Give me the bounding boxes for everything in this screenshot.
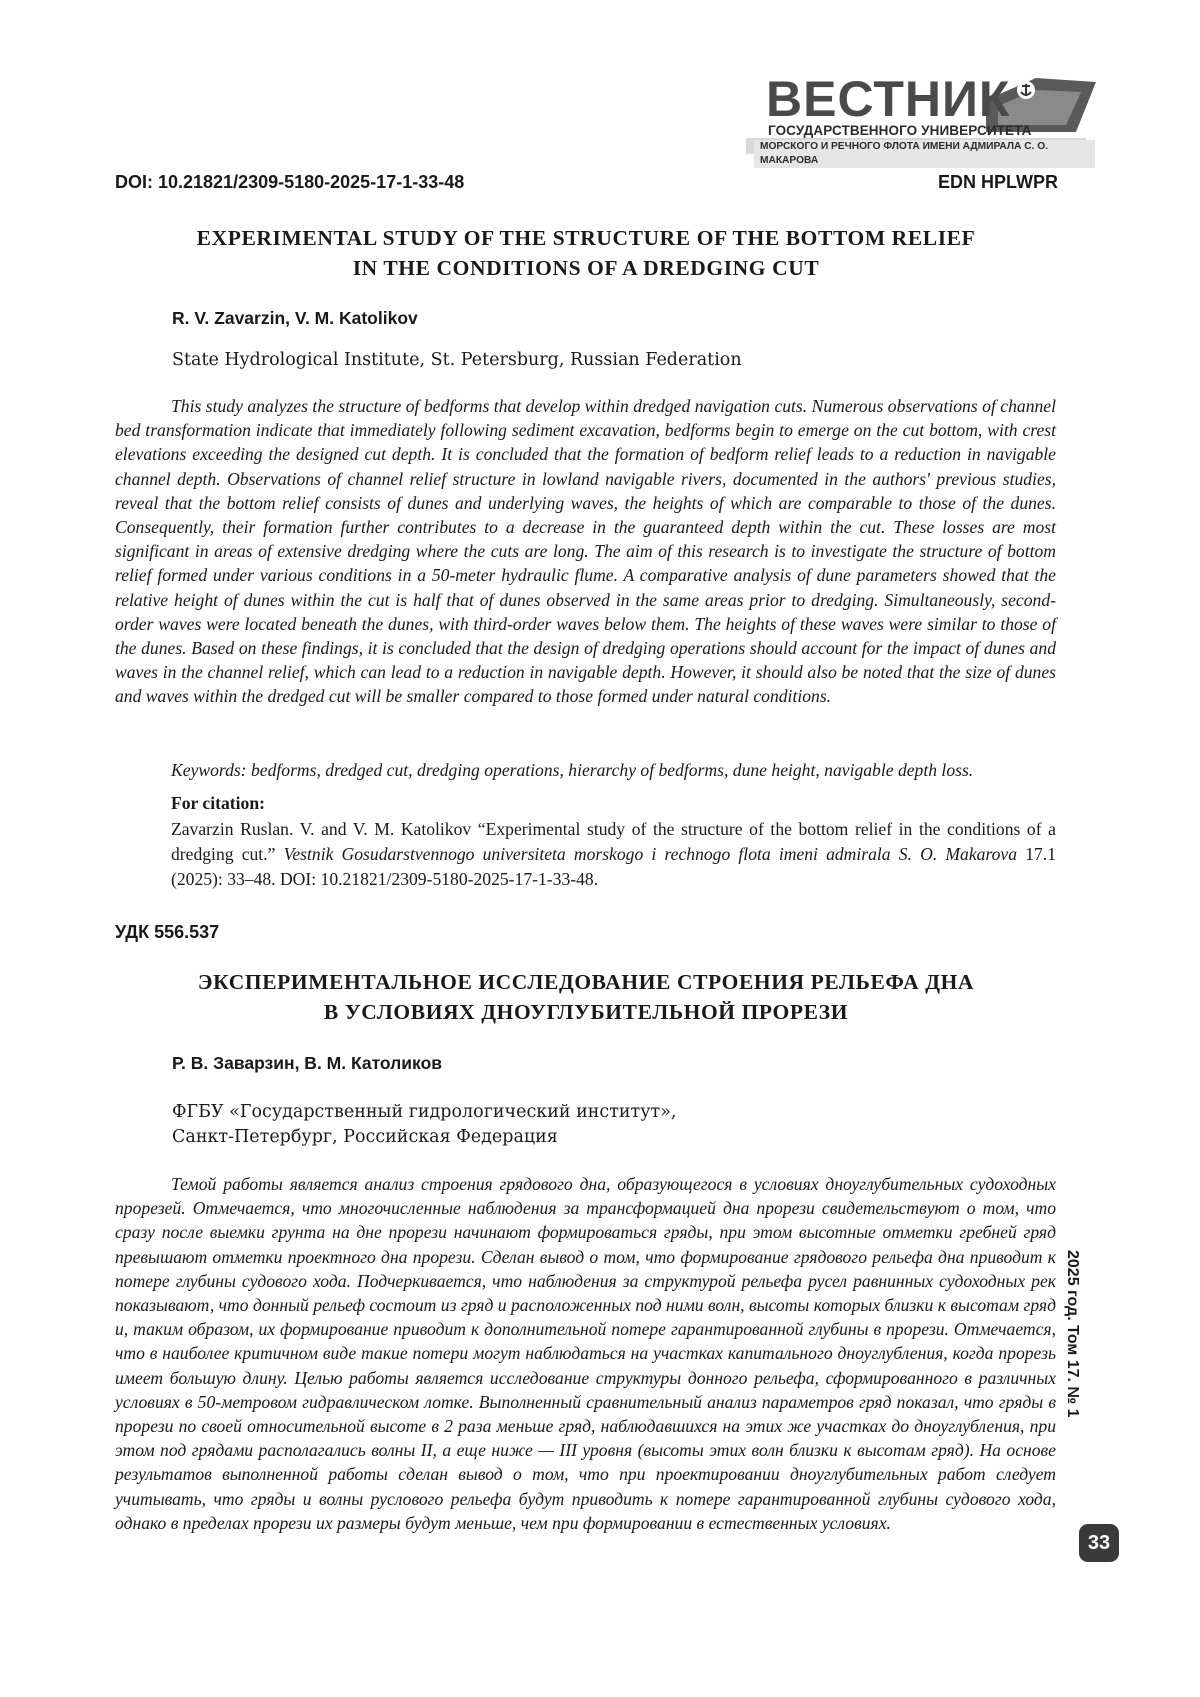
logo-subtitle-line2: МОРСКОГО И РЕЧНОГО ФЛОТА ИМЕНИ АДМИРАЛА С. О. МАКАРОВА <box>754 140 1095 168</box>
title-english-line1: EXPERIMENTAL STUDY OF THE STRUCTURE OF THE BOTTOM RELIEF <box>196 226 976 250</box>
journal-logo <box>736 70 1096 166</box>
keywords: Keywords: bedforms, dredged cut, dredging operations, hierarchy of bedforms, dune height, navigable depth loss. <box>171 760 974 780</box>
affiliation-russian <box>172 1100 676 1150</box>
citation-journal: Vestnik Gosudarstvennogo universiteta morskogo i rechnogo flota imeni admirala S. O. Makarova <box>283 844 1018 864</box>
title-russian-line1: ЭКСПЕРИМЕНТАЛЬНОЕ ИССЛЕДОВАНИЕ СТРОЕНИЯ РЕЛЬЕФА ДНА <box>197 970 975 994</box>
logo-subtitle-line1: ГОСУДАРСТВЕННОГО УНИВЕРСИТЕТА <box>768 123 1032 138</box>
citation-text <box>171 817 1056 892</box>
doi[interactable]: DOI: 10.21821/2309-5180-2025-17-1-33-48 <box>115 172 465 192</box>
affiliation-english: State Hydrological Institute, St. Petersburg, Russian Federation <box>172 350 742 370</box>
logo-title: ВЕСТНИК <box>766 71 1011 127</box>
citation-part1: Zavarzin Ruslan. V. and V. M. Katolikov “Experimental study of the structure of the bottom relief in the conditions of a dredging cut.” <box>171 819 1056 864</box>
affiliation-russian-line2: Санкт-Петербург, Российская Федерация <box>172 1127 558 1147</box>
title-russian <box>115 967 1057 1027</box>
citation-heading: For citation: <box>171 793 265 813</box>
abstract-russian: Темой работы является анализ строения грядового дна, образующегося в условиях дноуглубительных судоходных прорезей. Отмечается, что многочисленные наблюдения за трансформацией дна прорези свидетельствуют о том, что сразу после выемки грунта на дне прорези начинают формироваться гряды, при этом высотные отметки гребней гряд превышают отметки проектного дна прорези. Сделан вывод о том, что формирование грядового рельефа дна приводит к потере глубины судового хода. Подчеркивается, что наблюдения за структурой рельефа русел равнинных судоходных рек показывают, что донный рельеф состоит из гряд и расположенных под ними волн, высоты которых близки к высотам гряд и, таким образом, их формирование приводит к дополнительной потере гарантированной глубины в прорези. Отмечается, что в наиболее критичном виде такие потери могут наблюдаться на участках капитального дноуглубления, когда прорезь имеет большую длину. Целью работы является исследование структуры донного рельефа, сформированного в различных условиях в 50-метровом гидравлическом лотке. Выполненный сравнительный анализ параметров гряд показал, что гряды в прорези по своей относительной высоте в 2 раза меньше гряд, наблюдавшихся на этих же участках до дноуглубления, при этом под грядами располагались волны II, а еще ниже — III уровня (высоты этих волн близки к высотам гряд). На основе результатов выполненной работы сделан вывод о том, что при проектировании дноуглубительных работ следует учитывать, что гряды и волны руслового рельефа будут приводить к потере гарантированной глубины судового хода, однако в пределах прорези их размеры будут меньше, чем при формировании в естественных условиях. <box>115 1174 1056 1533</box>
abstract-english: This study analyzes the structure of bedforms that develop within dredged navigation cuts. Numerous observations of channel bed transformation indicate that immediately following sediment excavation, bedforms begin to emerge on the cut bottom, with crest elevations exceeding the designed cut depth. It is concluded that the formation of bedform relief leads to a reduction in navigable channel depth. Observations of channel relief structure in lowland navigable rivers, documented in the authors' previous studies, reveal that the bottom relief consists of dunes and underlying waves, the heights of which are comparable to those of the dunes. Consequently, their formation further contributes to a decrease in the guaranteed depth within the cut. These losses are most significant in areas of extensive dredging where the cuts are long. The aim of this research is to investigate the structure of bottom relief formed under various conditions in a 50-meter hydraulic flume. A comparative analysis of dune parameters showed that the relative height of dunes within the cut is half that of dunes observed in the same areas prior to dredging. Simultaneously, second-order waves were located beneath the dunes, with third-order waves below them. The heights of these waves were similar to those of the dunes. Based on these findings, it is concluded that the design of dredging operations should account for the impact of dunes and waves in the channel relief, which can lead to a reduction in navigable depth. However, it should also be noted that the size of dunes and waves within the dredged cut will be smaller compared to those formed under natural conditions. <box>115 396 1056 707</box>
page-number-badge: 33 <box>1079 1524 1119 1562</box>
title-russian-line2: В УСЛОВИЯХ ДНОУГЛУБИТЕЛЬНОЙ ПРОРЕЗИ <box>323 1000 849 1024</box>
side-running-header: 2025 год. Том 17. № 1 <box>1064 1250 1081 1418</box>
title-english-line2: IN THE CONDITIONS OF A DREDGING CUT <box>352 256 820 280</box>
authors-english: R. V. Zavarzin, V. M. Katolikov <box>172 308 418 328</box>
udk-code: УДК 556.537 <box>115 922 220 942</box>
edn: EDN HPLWPR <box>937 172 1058 192</box>
citation-part2: 17.1 (2025): 33–48. DOI: 10.21821/2309-5180-2025-17-1-33-48. <box>171 844 1056 889</box>
title-english <box>115 223 1057 283</box>
authors-russian: Р. В. Заварзин, В. М. Католиков <box>172 1053 443 1073</box>
affiliation-russian-line1: ФГБУ «Государственный гидрологический институт», <box>172 1102 677 1122</box>
